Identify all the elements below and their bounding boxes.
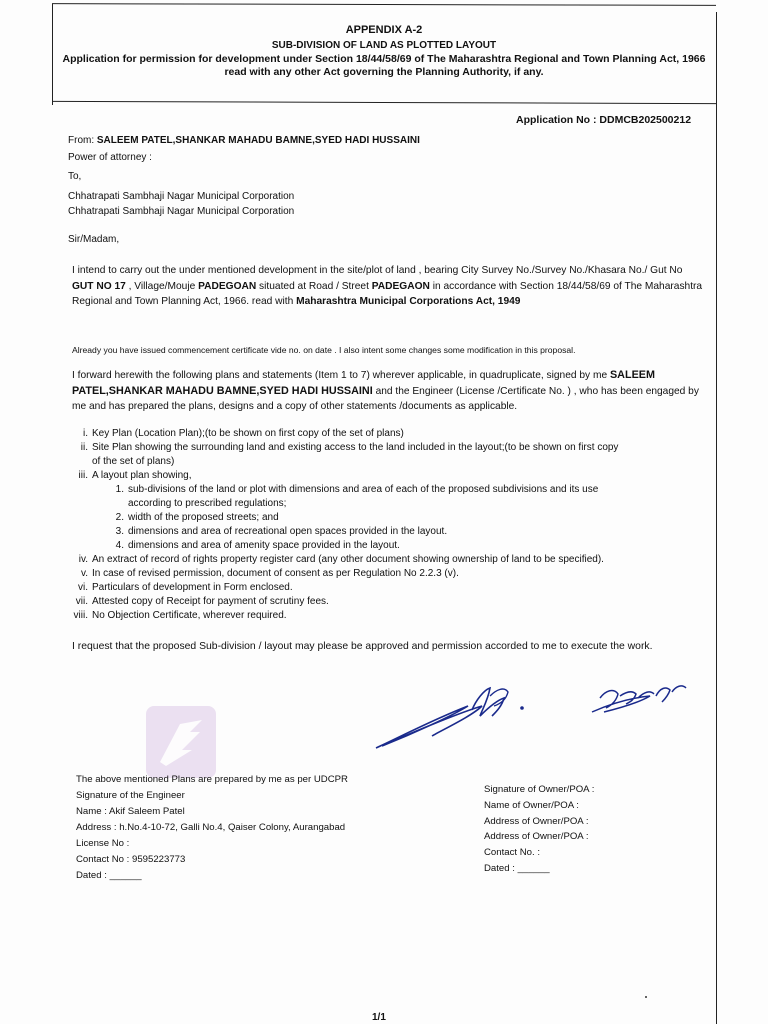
sublist-item-text: dimensions and area of recreational open spaces provided in the layout. (128, 526, 448, 537)
list-item (70, 469, 710, 483)
list-item (70, 427, 710, 441)
list-item (70, 441, 710, 455)
list-item-text: In case of revised permission, document of consent as per Regulation No 2.2.3 (v). (92, 568, 459, 579)
sublist-item-text: dimensions and area of amenity space provided in the layout. (128, 540, 400, 551)
list-item (70, 609, 710, 623)
engineer-block (76, 772, 348, 884)
header-divider (52, 101, 716, 104)
document-subtitle: SUB-DIVISION OF LAND AS PLOTTED LAYOUT (271, 40, 497, 51)
list-item (70, 581, 710, 595)
street-name: PADEGAON (371, 280, 430, 292)
watermark-logo-icon (146, 706, 216, 778)
sublist-item-continuation: according to prescribed regulations; (128, 498, 287, 509)
list-item-text: Particulars of development in Form enclosed. (92, 582, 293, 593)
engineer-signature-label: Signature of the Engineer (76, 790, 185, 801)
signature-2-icon (590, 676, 690, 720)
document-list (70, 427, 710, 623)
owner-dated-label: Dated : ______ (484, 862, 550, 874)
sublist-item-text: sub-divisions of the land or plot with dimensions and area of each of the proposed subdivisions and its use (128, 484, 599, 495)
signature-1-icon (372, 676, 532, 756)
owner-contact-label: Contact No. : (484, 847, 540, 859)
sublist-item (112, 483, 710, 497)
list-item (70, 595, 710, 609)
from-value: SALEEM PATEL,SHANKAR MAHADU BAMNE,SYED HADI HUSSAINI (96, 135, 420, 146)
list-item-number: vii. (75, 596, 88, 607)
list-item-text: An extract of record of rights property register card (any other document showing ownership of land to be specified). (92, 554, 604, 565)
sublist-item (112, 539, 710, 553)
from-label: From: (68, 135, 95, 146)
intent-text-1: I intend to carry out the under mentioned development in the site/plot of land , bearing City Survey No./Survey No./Khasara No./ Gut No (72, 265, 683, 276)
commencement-paragraph: Already you have issued commencement certificate vide no. on date . I also intent some changes some modification in this proposal. (72, 345, 576, 355)
owner-name-label: Name of Owner/POA : (484, 799, 579, 811)
owner-signature-label: Signature of Owner/POA : (484, 784, 595, 795)
forward-paragraph (72, 368, 704, 415)
list-item-continuation: of the set of plans) (92, 456, 175, 467)
forward-text-2: and the Engineer (License /Certificate No. ) , who has been engaged by me and has prepared the plans, designs and a copy of other statements /documents as applicable. (72, 385, 699, 412)
frame-top-border (52, 3, 716, 6)
list-item (70, 567, 710, 581)
list-item-number: v. (80, 568, 88, 579)
list-item-text: Key Plan (Location Plan);(to be shown on first copy of the set of plans) (92, 428, 404, 439)
owner-address-label: Address of Owner/POA : (484, 815, 589, 827)
engineer-address: Address : h.No.4-10-72, Galli No.4, Qaiser Colony, Aurangabad (76, 822, 346, 833)
list-item-text: Attested copy of Receipt for payment of scrutiny fees. (92, 596, 329, 607)
list-item-number: iv. (78, 554, 88, 565)
owner-block (484, 782, 594, 877)
sublist-item-number: 3. (115, 526, 124, 537)
list-item-number: i. (83, 428, 88, 439)
request-paragraph: I request that the proposed Sub-division / layout may please be approved and permission accorded to me to execute the work. (72, 641, 653, 652)
intent-text-2: , Village/Mouje (125, 280, 199, 292)
list-item-text: No Objection Certificate, wherever required. (92, 610, 287, 621)
document-description: Application for permission for development under Section 18/44/58/69 of The Maharashtra Regional and Town Planning Act, 1966 read with any other Act governing the Planning Authority, if any. (62, 53, 706, 78)
engineer-intro: The above mentioned Plans are prepared by me as per UDCPR (76, 774, 348, 785)
sublist-item-number: 1. (115, 484, 124, 495)
intent-paragraph (72, 263, 704, 310)
list-item-number: iii. (78, 470, 88, 481)
list-item (70, 553, 710, 567)
document-title: APPENDIX A-2 (345, 24, 423, 36)
sublist-item-number: 2. (115, 512, 124, 523)
list-item-number: viii. (73, 610, 88, 621)
gut-number: GUT NO 17 (72, 280, 126, 292)
sublist-item (112, 511, 710, 525)
list-item-number: vi. (78, 582, 88, 593)
list-item-text: Site Plan showing the surrounding land and existing access to the land included in the layout;(to be shown on first copy (92, 442, 619, 453)
application-number: Application No : DDMCB202500212 (516, 114, 692, 126)
intent-text-3: situated at Road / Street (256, 280, 372, 292)
power-of-attorney: Power of attorney : (68, 152, 152, 163)
engineer-license: License No : (76, 838, 130, 849)
engineer-contact: Contact No : 9595223773 (76, 854, 186, 865)
intent-text-4: in accordance with Section 18/44/58/69 of The Maharashtra Regional and Town Planning Act, 1966. read with (72, 280, 703, 307)
sublist-item-text: width of the proposed streets; and (128, 512, 279, 523)
village-name: PADEGOAN (198, 280, 257, 292)
act-name: Maharashtra Municipal Corporations Act, 1949 (296, 296, 521, 307)
list-item-text: A layout plan showing, (92, 470, 192, 481)
forward-text-1: I forward herewith the following plans and statements (Item 1 to 7) wherever applicable, in quadruplicate, signed by me (72, 370, 610, 381)
sublist-item (112, 525, 710, 539)
frame-right-border (716, 12, 717, 1024)
owner-names: SALEEM PATEL,SHANKAR MAHADU BAMNE,SYED HADI HUSSAINI (72, 369, 655, 397)
to-address-line-2: Chhatrapati Sambhaji Nagar Municipal Corporation (68, 206, 295, 217)
salutation: Sir/Madam, (68, 234, 120, 245)
engineer-dated: Dated : ______ (76, 870, 142, 881)
page-number: 1/1 (372, 1012, 386, 1023)
speck-mark (645, 996, 647, 998)
list-item-number: ii. (80, 442, 88, 453)
sublist-item-number: 4. (115, 540, 124, 551)
frame-left-border (52, 4, 53, 105)
to-address-line-1: Chhatrapati Sambhaji Nagar Municipal Corporation (68, 191, 295, 202)
from-line (68, 134, 420, 148)
engineer-name: Name : Akif Saleem Patel (76, 806, 185, 817)
sublist (70, 483, 710, 553)
to-label: To, (68, 171, 82, 182)
owner-address-label: Address of Owner/POA : (484, 831, 589, 843)
